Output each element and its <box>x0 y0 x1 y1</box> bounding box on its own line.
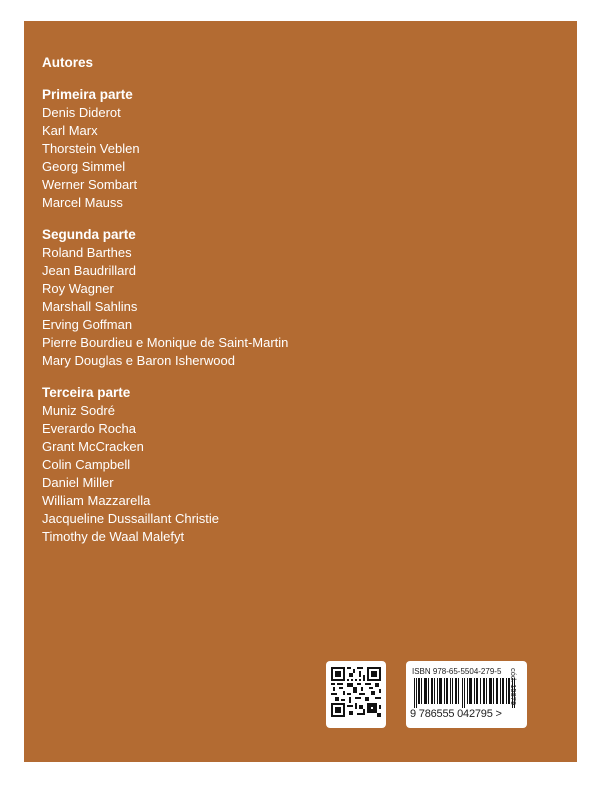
barcode-digits: 9 786555 042795 > <box>410 708 502 720</box>
author-item: Jacqueline Dussaillant Christie <box>42 511 220 526</box>
author-item: Marshall Sahlins <box>42 299 138 314</box>
section-title: Primeira parte <box>42 87 133 102</box>
section-title: Segunda parte <box>42 227 136 242</box>
author-item: Marcel Mauss <box>42 195 123 210</box>
author-item: Everardo Rocha <box>42 421 136 436</box>
qr-code-icon <box>331 667 381 717</box>
isbn-label: ISBN 978-65-5504-279-5 <box>412 667 502 676</box>
author-item: Daniel Miller <box>42 475 114 490</box>
author-item: Grant McCracken <box>42 439 144 454</box>
product-code: cód. 15879 <box>509 668 518 706</box>
author-item: Werner Sombart <box>42 177 138 192</box>
author-item: Karl Marx <box>42 123 98 138</box>
author-item: Roy Wagner <box>42 281 114 296</box>
section-title: Terceira parte <box>42 385 131 400</box>
author-item: Colin Campbell <box>42 457 131 472</box>
barcode-icon <box>412 678 520 708</box>
author-item: Thorstein Veblen <box>42 141 140 156</box>
author-item: Muniz Sodré <box>42 403 115 418</box>
author-item: William Mazzarella <box>42 493 151 508</box>
author-item: Pierre Bourdieu e Monique de Saint-Martin <box>42 335 289 350</box>
authors-list <box>42 54 288 560</box>
section-primeira-parte <box>42 86 288 212</box>
author-item: Georg Simmel <box>42 159 126 174</box>
qr-code <box>326 661 386 728</box>
author-item: Denis Diderot <box>42 105 121 120</box>
author-item: Jean Baudrillard <box>42 263 136 278</box>
author-item: Roland Barthes <box>42 245 132 260</box>
section-segunda-parte <box>42 226 288 370</box>
author-item: Timothy de Waal Malefyt <box>42 529 185 544</box>
page-title: Autores <box>42 55 94 70</box>
author-item: Mary Douglas e Baron Isherwood <box>42 353 235 368</box>
section-terceira-parte <box>42 384 288 546</box>
author-item: Erving Goffman <box>42 317 133 332</box>
